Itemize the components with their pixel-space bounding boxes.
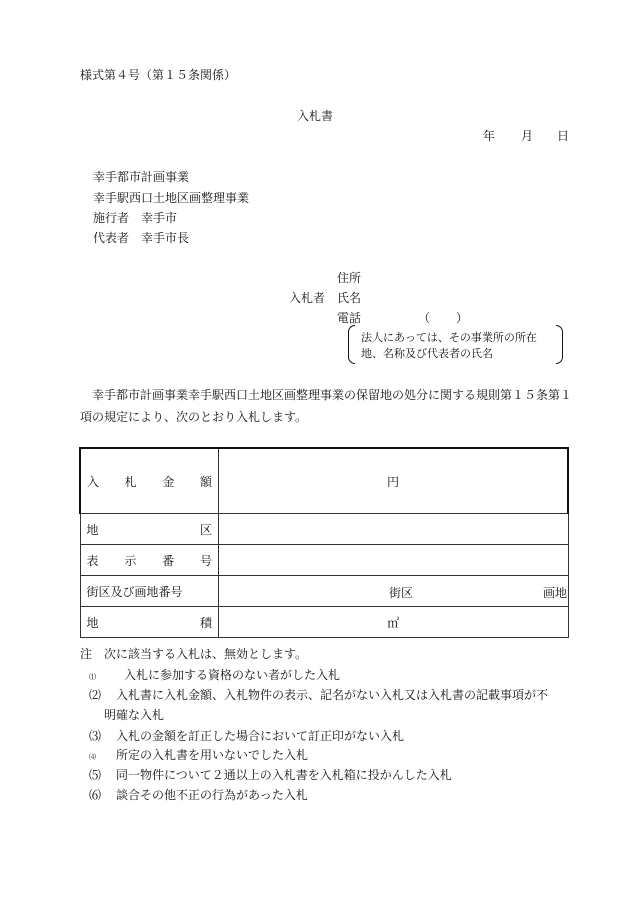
note-item: 談合その他不正の行為があった入札 bbox=[116, 788, 308, 802]
corporate-note-line: 法人にあっては、その事業所の所在 bbox=[361, 331, 537, 344]
note-number: ⑷ bbox=[89, 753, 96, 761]
sqm-unit: ㎡ bbox=[387, 615, 400, 630]
date-month: 月 bbox=[521, 129, 534, 143]
right-bracket bbox=[556, 325, 563, 364]
note-number: ⑹ bbox=[89, 788, 102, 802]
note-number: ⑸ bbox=[89, 768, 102, 782]
name-label: 氏名 bbox=[337, 291, 362, 305]
bid-amount-label: 入 札 金 額 bbox=[80, 448, 219, 514]
addressee-line: 幸手都市計画事業 bbox=[93, 170, 190, 184]
notes-intro: 注 次に該当する入札は、無効とします。 bbox=[80, 647, 308, 661]
note-number: ⑶ bbox=[89, 729, 102, 743]
note-item: 入札の金額を訂正した場合において訂正印がない入札 bbox=[116, 729, 405, 743]
display-number-label: 表 示 番 号 bbox=[80, 545, 219, 576]
note-item: 入札書に入札金額、入札物件の表示、記名がない入札又は入札書の記載事項が不 bbox=[116, 688, 549, 702]
district-field[interactable] bbox=[219, 514, 569, 545]
address-label: 住所 bbox=[337, 271, 362, 285]
date-year: 年 bbox=[483, 129, 496, 143]
left-bracket bbox=[348, 325, 355, 364]
block-lot-label: 街区及び画地番号 bbox=[80, 576, 219, 607]
note-number: ⑴ bbox=[89, 673, 96, 681]
bidder-label: 入札者 bbox=[289, 291, 326, 305]
yen-unit: 円 bbox=[386, 474, 399, 489]
form-number: 様式第４号（第１５条関係） bbox=[80, 68, 237, 82]
note-item-continued: 明確な入札 bbox=[104, 708, 165, 722]
note-number: ⑵ bbox=[89, 688, 102, 702]
block-unit: 街区 bbox=[389, 586, 414, 600]
note-item: 入札に参加する資格のない者がした入札 bbox=[124, 668, 341, 682]
district-label: 地 区 bbox=[80, 514, 219, 545]
lot-unit: 画地 bbox=[543, 586, 568, 600]
bid-amount-field[interactable] bbox=[219, 448, 569, 514]
addressee-line: 施行者 幸手市 bbox=[93, 211, 178, 225]
phone-paren-close: ） bbox=[456, 311, 469, 325]
corporate-note bbox=[348, 325, 563, 364]
addressee-line: 代表者 幸手市長 bbox=[93, 231, 190, 245]
note-item: 所定の入札書を用いないでした入札 bbox=[116, 748, 309, 762]
display-number-field[interactable] bbox=[219, 545, 569, 576]
block-lot-field[interactable] bbox=[219, 576, 569, 607]
area-field[interactable] bbox=[219, 607, 569, 638]
area-label: 地 積 bbox=[80, 607, 219, 638]
date-day: 日 bbox=[557, 129, 570, 143]
document-title: 入札書 bbox=[296, 109, 333, 123]
phone-label: 電話 bbox=[337, 311, 362, 325]
body-paragraph: 幸手都市計画事業幸手駅西口土地区画整理事業の保留地の処分に関する規則第１５条第１項の規定により、次のとおり入札します。 bbox=[80, 388, 573, 424]
bid-table bbox=[79, 447, 569, 638]
corporate-note-line: 地、名称及び代表者の氏名 bbox=[361, 347, 493, 360]
phone-paren-open: （ bbox=[418, 311, 431, 325]
note-item: 同一物件について２通以上の入札書を入札箱に投かんした入札 bbox=[116, 768, 452, 782]
addressee-line: 幸手駅西口土地区画整理事業 bbox=[93, 191, 250, 205]
